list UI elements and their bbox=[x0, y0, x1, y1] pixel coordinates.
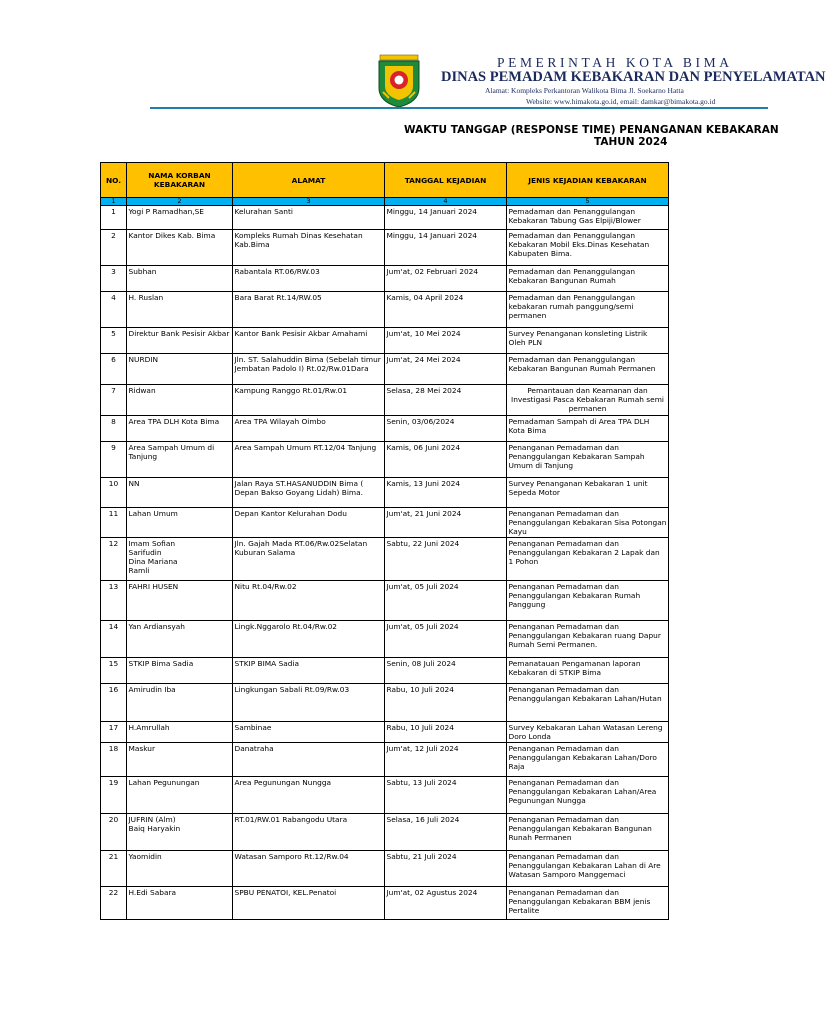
row-number: 5 bbox=[101, 328, 127, 354]
victim-name: STKIP Bima Sadia bbox=[127, 658, 233, 684]
incident-address: STKIP BIMA Sadia bbox=[233, 658, 385, 684]
incident-date: Selasa, 28 Mei 2024 bbox=[385, 385, 507, 416]
victim-name: Direktur Bank Pesisir Akbar bbox=[127, 328, 233, 354]
incident-address: Depan Kantor Kelurahan Dodu bbox=[233, 508, 385, 538]
agency-name: DINAS PEMADAM KEBAKARAN DAN PENYELAMATAN bbox=[441, 69, 826, 85]
incident-date: Jum'at, 10 Mei 2024 bbox=[385, 328, 507, 354]
incident-type: Penanganan Pemadaman dan Penanggulangan Kebakaran Bangunan Runah Permanen bbox=[507, 814, 669, 851]
row-number: 9 bbox=[101, 442, 127, 478]
incident-date: Rabu, 10 Juli 2024 bbox=[385, 722, 507, 743]
incident-date: Jum'at, 24 Mei 2024 bbox=[385, 354, 507, 385]
header-divider bbox=[150, 107, 768, 109]
incident-address: Nitu Rt.04/Rw.02 bbox=[233, 581, 385, 621]
row-number: 8 bbox=[101, 416, 127, 442]
incident-date: Jum'at, 02 Februari 2024 bbox=[385, 266, 507, 292]
incident-address: Jln. Gajah Mada RT.06/Rw.02Selatan Kuburan Salama bbox=[233, 538, 385, 581]
row-number: 12 bbox=[101, 538, 127, 581]
incident-type: Penanganan Pemadaman dan Penanggulangan Kebakaran Sampah Umum di Tanjung bbox=[507, 442, 669, 478]
incident-type: Penanganan Pemadaman dan Penanggulangan Kebakaran Sisa Potongan Kayu bbox=[507, 508, 669, 538]
incident-type: Penanganan Pemadaman dan Penanggulangan Kebakaran BBM jenis Pertalite bbox=[507, 887, 669, 920]
incident-address: Kompleks Rumah Dinas Kesehatan Kab.Bima bbox=[233, 230, 385, 266]
incident-type: Pemadaman dan Penanggulangan kebakaran rumah panggung/semi permanen bbox=[507, 292, 669, 328]
incident-type: Penanganan Pemadaman dan Penanggulangan Kebakaran Rumah Panggung bbox=[507, 581, 669, 621]
victim-name: Yan Ardiansyah bbox=[127, 621, 233, 658]
table-row bbox=[101, 658, 669, 684]
table-row bbox=[101, 230, 669, 266]
incident-date: Jum'at, 02 Agustus 2024 bbox=[385, 887, 507, 920]
table-row bbox=[101, 292, 669, 328]
row-number: 22 bbox=[101, 887, 127, 920]
incident-type: Penanganan Pemadaman dan Penanggulangan Kebakaran Lahan/Area Pegunungan Nungga bbox=[507, 777, 669, 814]
bima-city-emblem-icon bbox=[375, 52, 423, 108]
incident-type: Pemadaman dan Penanggulangan Kebakaran Mobil Eks.Dinas Kesehatan Kabupaten Bima. bbox=[507, 230, 669, 266]
victim-name: Lahan Pegunungan bbox=[127, 777, 233, 814]
table-row bbox=[101, 581, 669, 621]
victim-name: NN bbox=[127, 478, 233, 508]
incident-date: Minggu, 14 Januari 2024 bbox=[385, 206, 507, 230]
victim-name: H.Amrullah bbox=[127, 722, 233, 743]
table-row bbox=[101, 684, 669, 722]
incident-date: Sabtu, 13 Juli 2024 bbox=[385, 777, 507, 814]
incident-address: Kampung Ranggo Rt.01/Rw.01 bbox=[233, 385, 385, 416]
document-title: WAKTU TANGGAP (RESPONSE TIME) PENANGANAN KEBAKARAN bbox=[404, 124, 779, 136]
incident-address: Bara Barat Rt.14/RW.05 bbox=[233, 292, 385, 328]
row-number: 1 bbox=[101, 206, 127, 230]
incident-address: Jln. ST. Salahuddin Bima (Sebelah timur Jembatan Padolo I) Rt.02/Rw.01Dara bbox=[233, 354, 385, 385]
victim-name: Yogi P Ramadhan,SE bbox=[127, 206, 233, 230]
column-header: JENIS KEJADIAN KEBAKARAN bbox=[507, 163, 669, 198]
victim-name: H.Edi Sabara bbox=[127, 887, 233, 920]
row-number: 15 bbox=[101, 658, 127, 684]
incident-type: Penanganan Pemadaman dan Penanggulangan Kebakaran 2 Lapak dan 1 Pohon bbox=[507, 538, 669, 581]
incident-address: Lingkungan Sabali Rt.09/Rw.03 bbox=[233, 684, 385, 722]
incident-type: Penanganan Pemadaman dan Penanggulangan Kebakaran Lahan/Hutan bbox=[507, 684, 669, 722]
row-number: 7 bbox=[101, 385, 127, 416]
table-row bbox=[101, 266, 669, 292]
column-index-row bbox=[101, 198, 669, 206]
victim-name: Ridwan bbox=[127, 385, 233, 416]
row-number: 11 bbox=[101, 508, 127, 538]
incident-address: Area Sampah Umum RT.12/04 Tanjung bbox=[233, 442, 385, 478]
response-time-table bbox=[100, 162, 669, 920]
row-number: 13 bbox=[101, 581, 127, 621]
incident-type: Penanganan Pemadaman dan Penanggulangan Kebakaran ruang Dapur Rumah Semi Permanen. bbox=[507, 621, 669, 658]
incident-address: Area TPA Wilayah Oimbo bbox=[233, 416, 385, 442]
victim-name: NURDIN bbox=[127, 354, 233, 385]
table-row bbox=[101, 442, 669, 478]
incident-type: Pemanatauan Pengamanan laporan Kebakaran di STKIP Bima bbox=[507, 658, 669, 684]
incident-date: Jum'at, 05 Juli 2024 bbox=[385, 581, 507, 621]
incident-date: Kamis, 06 Juni 2024 bbox=[385, 442, 507, 478]
column-index: 1 bbox=[101, 198, 127, 206]
incident-type: Pemadaman dan Penanggulangan Kebakaran Bangunan Rumah Permanen bbox=[507, 354, 669, 385]
incident-address: Sambinae bbox=[233, 722, 385, 743]
incident-type: Pemadaman dan Penanggulangan Kebakaran Bangunan Rumah bbox=[507, 266, 669, 292]
incident-type: Pemadaman Sampah di Area TPA DLH Kota Bima bbox=[507, 416, 669, 442]
table-row bbox=[101, 722, 669, 743]
column-index: 3 bbox=[233, 198, 385, 206]
table-row bbox=[101, 621, 669, 658]
column-header: TANGGAL KEJADIAN bbox=[385, 163, 507, 198]
table-row bbox=[101, 814, 669, 851]
document-year: TAHUN 2024 bbox=[594, 136, 668, 148]
row-number: 17 bbox=[101, 722, 127, 743]
incident-date: Senin, 08 Juli 2024 bbox=[385, 658, 507, 684]
incident-address: Lingk.Nggarolo Rt.04/Rw.02 bbox=[233, 621, 385, 658]
table-header-row bbox=[101, 163, 669, 198]
incident-address: Watasan Samporo Rt.12/Rw.04 bbox=[233, 851, 385, 887]
table-row bbox=[101, 416, 669, 442]
incident-type: Survey Penanganan Kebakaran 1 unit Sepeda Motor bbox=[507, 478, 669, 508]
column-header: NAMA KORBAN KEBAKARAN bbox=[127, 163, 233, 198]
column-index: 4 bbox=[385, 198, 507, 206]
table-body bbox=[101, 206, 669, 920]
row-number: 19 bbox=[101, 777, 127, 814]
column-header: NO. bbox=[101, 163, 127, 198]
victim-name: Kantor Dikes Kab. Bima bbox=[127, 230, 233, 266]
column-header: ALAMAT bbox=[233, 163, 385, 198]
table-row bbox=[101, 206, 669, 230]
table-row bbox=[101, 328, 669, 354]
incident-type: Survey Kebakaran Lahan Watasan Lereng Doro Londa bbox=[507, 722, 669, 743]
victim-name: Area Sampah Umum di Tanjung bbox=[127, 442, 233, 478]
incident-date: Kamis, 04 April 2024 bbox=[385, 292, 507, 328]
table-row bbox=[101, 354, 669, 385]
table-row bbox=[101, 851, 669, 887]
incident-type: Pemantauan dan Keamanan dan Investigasi Pasca Kebakaran Rumah semi permanen bbox=[507, 385, 669, 416]
table-row bbox=[101, 887, 669, 920]
column-index: 2 bbox=[127, 198, 233, 206]
table-row bbox=[101, 508, 669, 538]
victim-name: FAHRI HUSEN bbox=[127, 581, 233, 621]
victim-name: Yaomidin bbox=[127, 851, 233, 887]
incident-date: Selasa, 16 Juli 2024 bbox=[385, 814, 507, 851]
victim-name: Imam Sofian Sarifudin Dina Mariana Ramli bbox=[127, 538, 233, 581]
incident-date: Jum'at, 12 Juli 2024 bbox=[385, 743, 507, 777]
incident-address: Danatraha bbox=[233, 743, 385, 777]
row-number: 16 bbox=[101, 684, 127, 722]
incident-type: Penanganan Pemadaman dan Penanggulangan Kebakaran Lahan di Are Watasan Samporo Manggemaci bbox=[507, 851, 669, 887]
agency-website: Website: www.himakota.go.id, email: damkar@bimakota.go.id bbox=[526, 97, 716, 106]
row-number: 14 bbox=[101, 621, 127, 658]
incident-address: Jalan Raya ST.HASANUDDIN Bima ( Depan Bakso Goyang Lidah) Bima. bbox=[233, 478, 385, 508]
incident-date: Jum'at, 21 Juni 2024 bbox=[385, 508, 507, 538]
incident-date: Kamis, 13 Juni 2024 bbox=[385, 478, 507, 508]
table-row bbox=[101, 478, 669, 508]
agency-address: Alamat: Kompleks Perkantoran Walikota Bima Jl. Soekarno Hatta bbox=[485, 86, 684, 95]
row-number: 3 bbox=[101, 266, 127, 292]
incident-address: Kantor Bank Pesisir Akbar Amahami bbox=[233, 328, 385, 354]
row-number: 2 bbox=[101, 230, 127, 266]
row-number: 21 bbox=[101, 851, 127, 887]
incident-date: Jum'at, 05 Juli 2024 bbox=[385, 621, 507, 658]
incident-date: Sabtu, 21 Juli 2024 bbox=[385, 851, 507, 887]
incident-date: Rabu, 10 Juli 2024 bbox=[385, 684, 507, 722]
row-number: 18 bbox=[101, 743, 127, 777]
incident-address: Area Pegunungan Nungga bbox=[233, 777, 385, 814]
table-row bbox=[101, 777, 669, 814]
row-number: 10 bbox=[101, 478, 127, 508]
victim-name: Maskur bbox=[127, 743, 233, 777]
incident-address: Kelurahan Santi bbox=[233, 206, 385, 230]
incident-address: Rabantala RT.06/RW.03 bbox=[233, 266, 385, 292]
victim-name: Lahan Umum bbox=[127, 508, 233, 538]
table-row bbox=[101, 385, 669, 416]
government-name: PEMERINTAH KOTA BIMA bbox=[497, 55, 733, 70]
incident-address: SPBU PENATOI, KEL.Penatoi bbox=[233, 887, 385, 920]
victim-name: Subhan bbox=[127, 266, 233, 292]
victim-name: Area TPA DLH Kota Bima bbox=[127, 416, 233, 442]
victim-name: H. Ruslan bbox=[127, 292, 233, 328]
incident-date: Senin, 03/06/2024 bbox=[385, 416, 507, 442]
incident-address: RT.01/RW.01 Rabangodu Utara bbox=[233, 814, 385, 851]
table-row bbox=[101, 743, 669, 777]
victim-name: Amirudin Iba bbox=[127, 684, 233, 722]
row-number: 4 bbox=[101, 292, 127, 328]
row-number: 20 bbox=[101, 814, 127, 851]
incident-type: Pemadaman dan Penanggulangan Kebakaran Tabung Gas Elpiji/Blower bbox=[507, 206, 669, 230]
row-number: 6 bbox=[101, 354, 127, 385]
incident-type: Penanganan Pemadaman dan Penanggulangan Kebakaran Lahan/Doro Raja bbox=[507, 743, 669, 777]
incident-type: Survey Penanganan konsleting Listrik Oleh PLN bbox=[507, 328, 669, 354]
table-row bbox=[101, 538, 669, 581]
incident-date: Sabtu, 22 Juni 2024 bbox=[385, 538, 507, 581]
incident-date: Minggu, 14 Januari 2024 bbox=[385, 230, 507, 266]
victim-name: JUFRIN (Alm) Baiq Haryakin bbox=[127, 814, 233, 851]
column-index: 5 bbox=[507, 198, 669, 206]
